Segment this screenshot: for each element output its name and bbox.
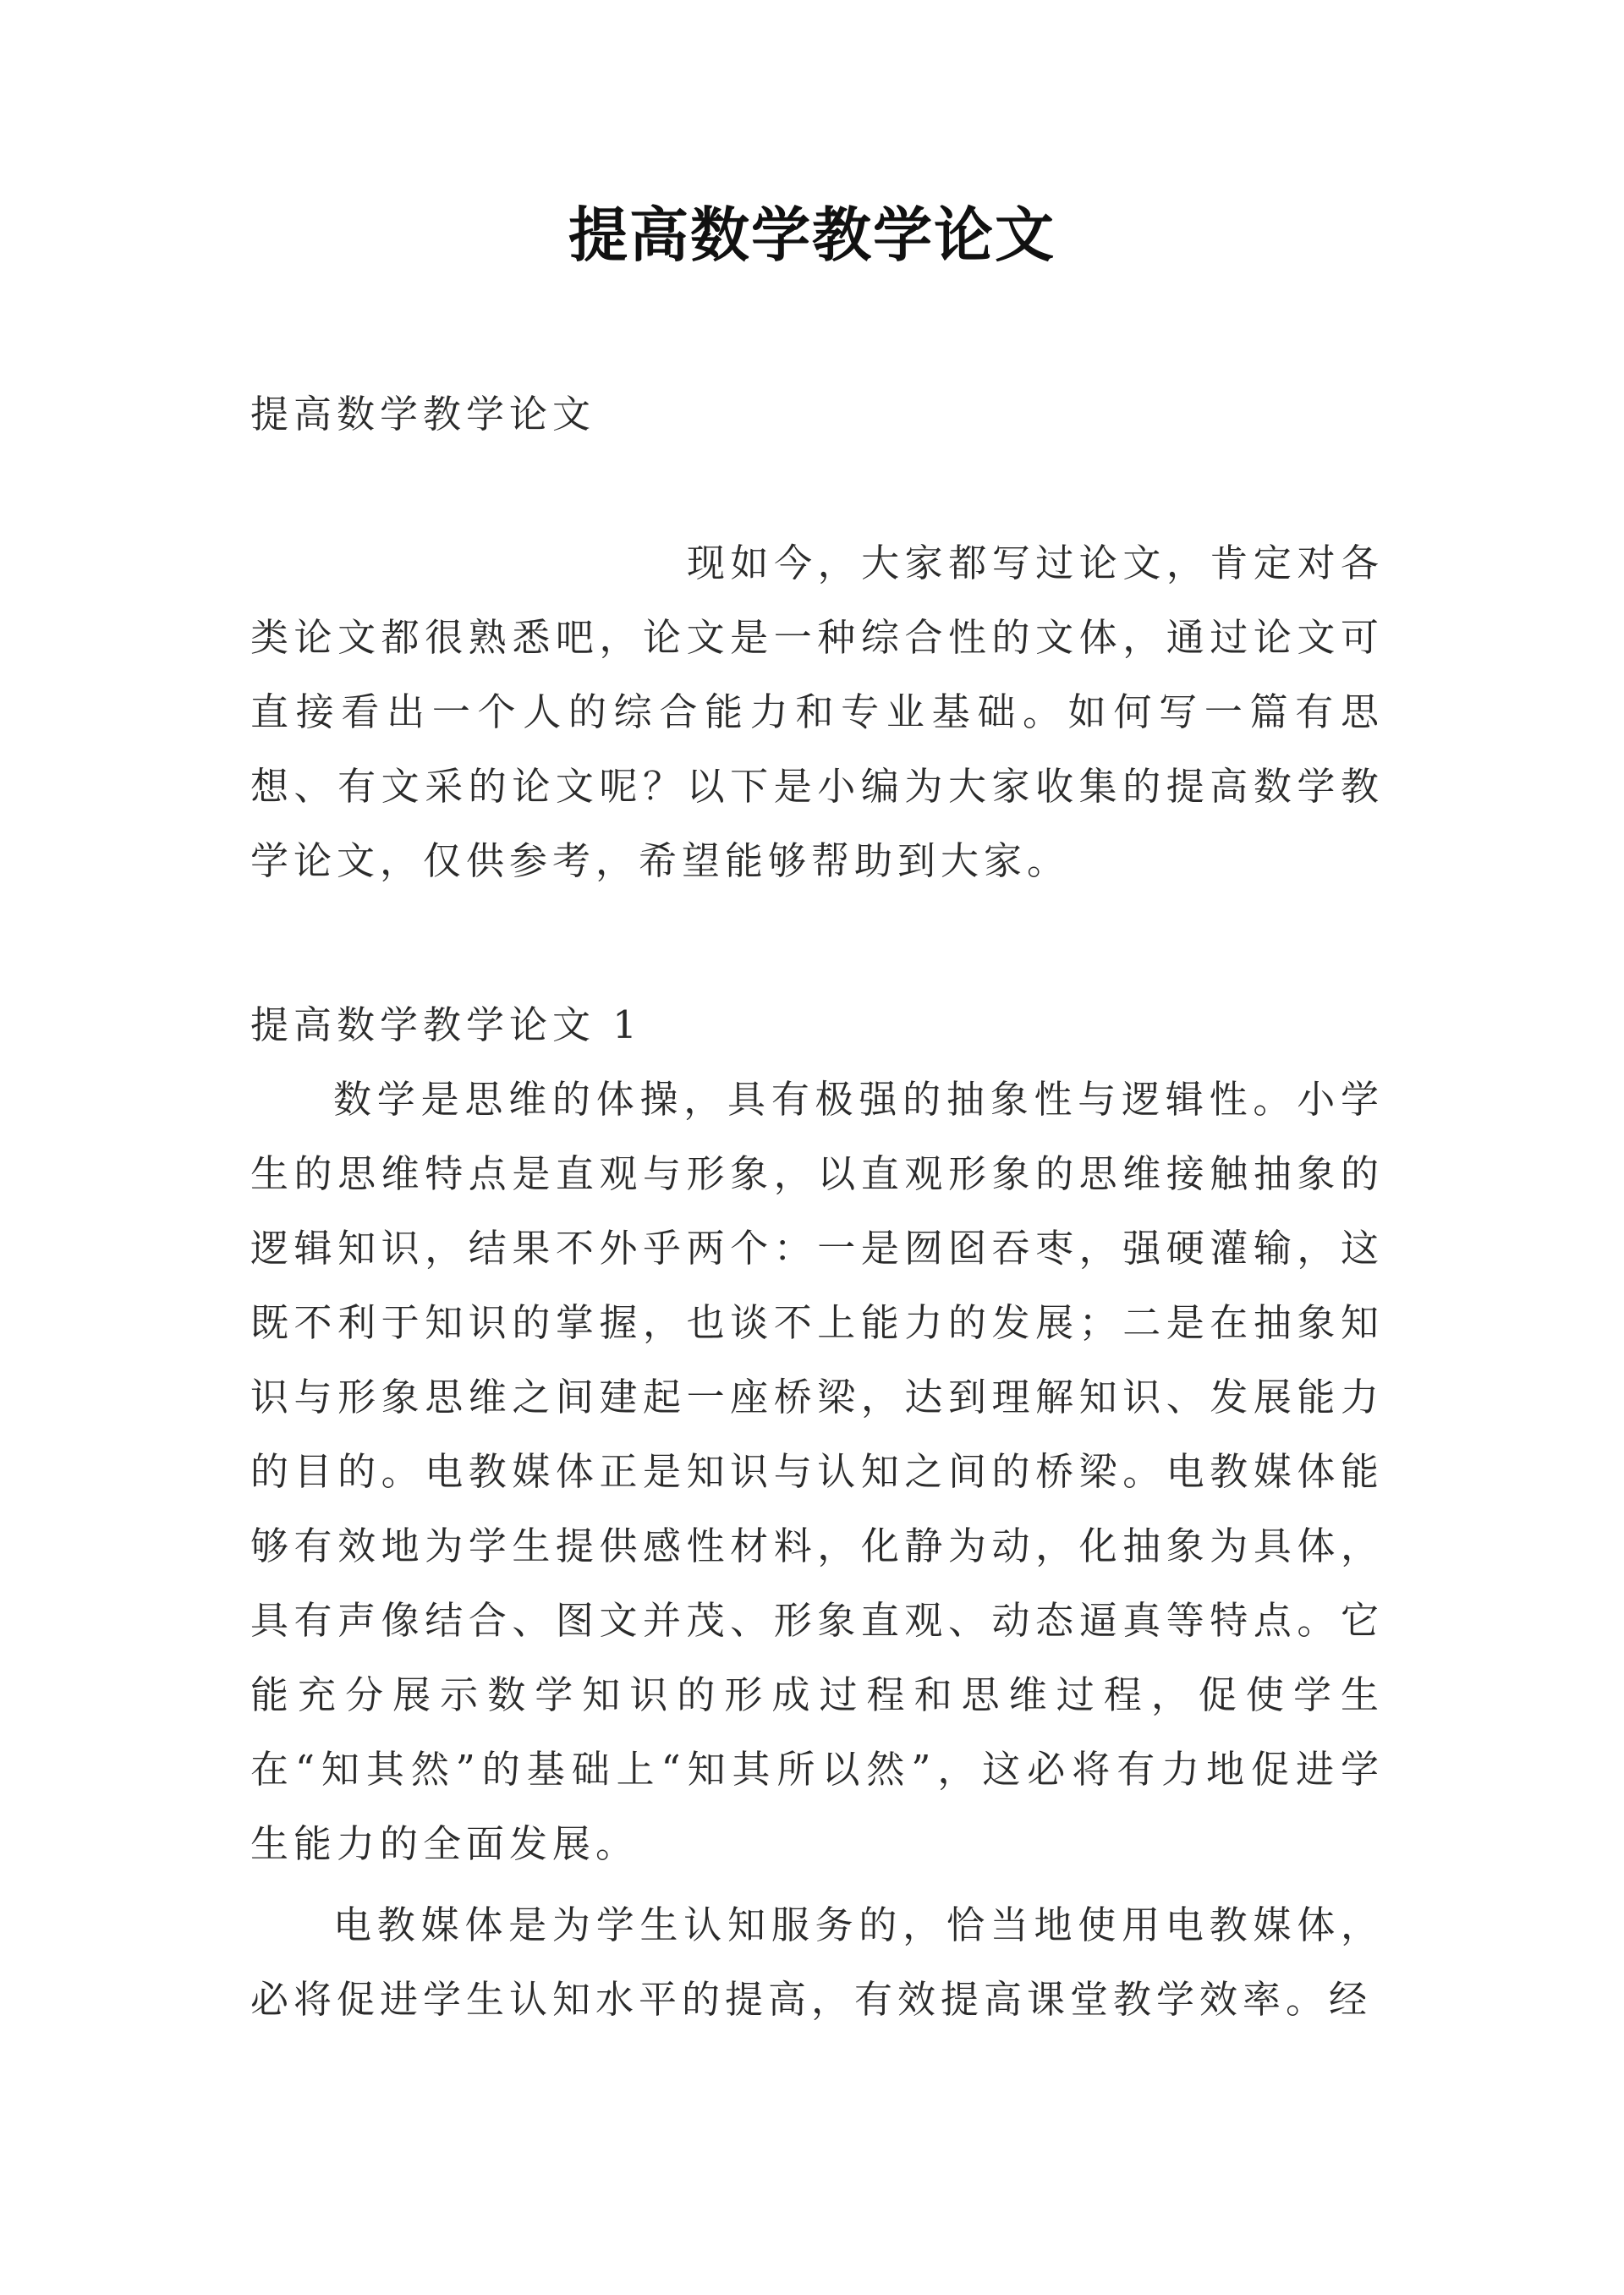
document-title: 提高数学教学论文 [568,200,1056,270]
body-paragraph-2: 电教媒体是为学生认知服务的，恰当地使用电教媒体，必将促进学生认知水平的提高，有效提高课堂教学效率。经 [250,1902,1384,2022]
section-heading: 提高数学教学论文 1 [250,1002,642,1047]
intro-paragraph: 现如今，大家都写过论文，肯定对各类论文都很熟悉吧，论文是一种综合性的文体，通过论文可直接看出一个人的综合能力和专业基础。如何写一篇有思想、有文采的论文呢？以下是小编为大家收集的提高数学教学论文，仅供参考，希望能够帮助到大家。 [250,541,1384,883]
body-paragraph-1: 数学是思维的体操，具有极强的抽象性与逻辑性。小学生的思维特点是直观与形象，以直观形象的思维接触抽象的逻辑知识，结果不外乎两个：一是囫囵吞枣，强硬灌输，这既不利于知识的掌握，也谈不上能力的发展；二是在抽象知识与形象思维之间建起一座桥梁，达到理解知识、发展能力的目的。电教媒体正是知识与认知之间的桥梁。电教媒体能够有效地为学生提供感性材料，化静为动，化抽象为具体，具有声像结合、图文并茂、形象直观、动态逼真等特点。它能充分展示数学知识的形成过程和思维过程，促使学生在“知其然”的基础上“知其所以然”，这必将有力地促进学生能力的全面发展。 [250,1077,1384,1866]
document-subtitle: 提高数学教学论文 [250,392,596,436]
